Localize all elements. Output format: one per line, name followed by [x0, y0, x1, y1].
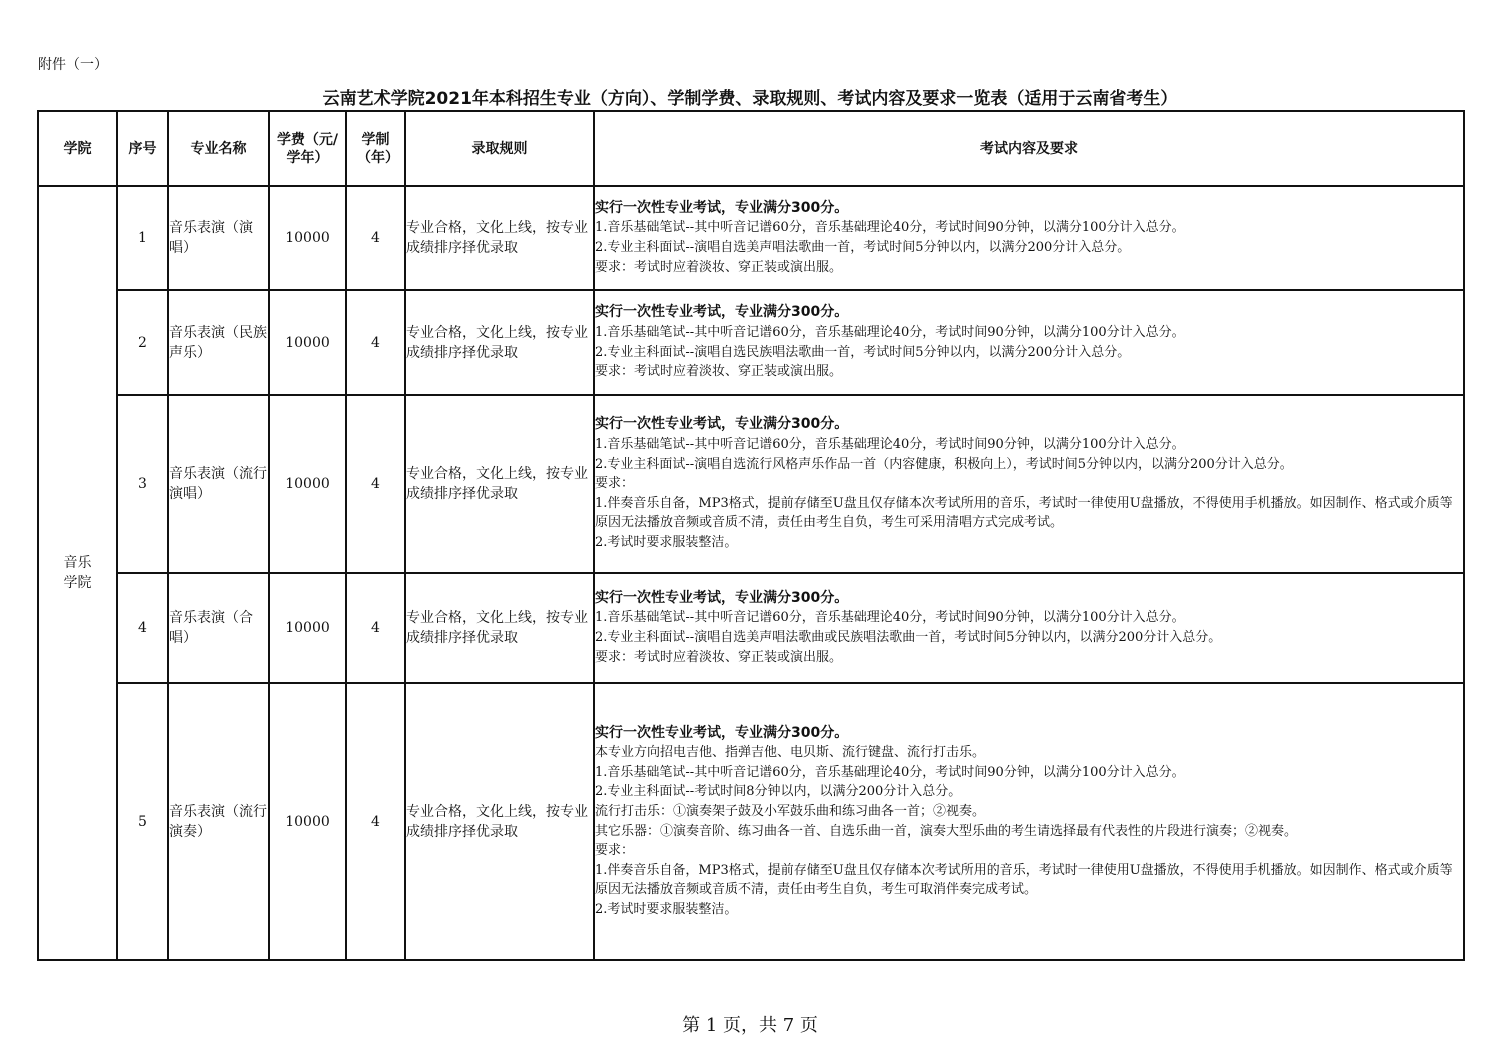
exam-line: 要求： [595, 843, 635, 859]
exam-line: 其它乐器：①演奏音阶、练习曲各一首、自选乐曲一首，演奏大型乐曲的考生请选择最有代表性的片段进行演奏；②视奏。 [595, 823, 1298, 839]
years-cell: 4 [346, 290, 405, 395]
header-years: 学制（年） [346, 111, 405, 186]
table-body [38, 186, 1464, 960]
exam-title: 实行一次性专业考试，专业满分300分。 [595, 304, 849, 321]
header-seq: 序号 [117, 111, 168, 186]
years-cell: 4 [346, 395, 405, 573]
college-name: 音乐学院 [63, 555, 92, 591]
exam-cell [594, 290, 1464, 395]
rule-cell: 专业合格，文化上线，按专业成绩排序择优录取 [405, 683, 594, 960]
major-cell: 音乐表演（民族声乐） [168, 290, 269, 395]
years-cell: 4 [346, 573, 405, 683]
seq-cell: 3 [117, 395, 168, 573]
seq-cell: 5 [117, 683, 168, 960]
header-major: 专业名称 [168, 111, 269, 186]
fee-cell: 10000 [269, 395, 346, 573]
exam-cell [594, 683, 1464, 960]
years-cell: 4 [346, 186, 405, 290]
rule-cell: 专业合格，文化上线，按专业成绩排序择优录取 [405, 573, 594, 683]
header-row [38, 111, 1464, 186]
exam-line: 2.专业主科面试--演唱自选美声唱法歌曲或民族唱法歌曲一首，考试时间5分钟以内，以满分200分计入总分。 [595, 630, 1222, 645]
seq-cell: 4 [117, 573, 168, 683]
exam-line: 1.伴奏音乐自备，MP3格式，提前存储至U盘且仅存储本次考试所用的音乐，考试时一律使用U盘播放，不得使用手机播放。如因制作、格式或介质等原因无法播放音频或音质不清，责任由考生自负，考生可采用清唱方式完成考试。 [595, 495, 1453, 531]
table-row [38, 395, 1464, 573]
exam-line: 2.考试时要求服装整洁。 [595, 901, 738, 917]
table-row [38, 573, 1464, 683]
header-fee: 学费（元/学年） [269, 111, 346, 186]
exam-line: 要求： [595, 476, 635, 492]
major-cell: 音乐表演（流行演奏） [168, 683, 269, 960]
seq-cell: 1 [117, 186, 168, 290]
exam-line: 1.音乐基础笔试--其中听音记谱60分，音乐基础理论40分，考试时间90分钟，以满分100分计入总分。 [595, 764, 1185, 780]
table-row [38, 186, 1464, 290]
fee-cell: 10000 [269, 290, 346, 395]
exam-line: 1.音乐基础笔试--其中听音记谱60分，音乐基础理论40分，考试时间90分钟，以满分100分计入总分。 [595, 220, 1185, 236]
major-cell: 音乐表演（合唱） [168, 573, 269, 683]
major-cell: 音乐表演（演唱） [168, 186, 269, 290]
exam-line: 流行打击乐：①演奏架子鼓及小军鼓乐曲和练习曲各一首；②视奏。 [595, 803, 986, 819]
fee-cell: 10000 [269, 186, 346, 290]
exam-title: 实行一次性专业考试，专业满分300分。 [595, 199, 849, 216]
rule-cell: 专业合格，文化上线，按专业成绩排序择优录取 [405, 186, 594, 290]
table-row [38, 290, 1464, 395]
fee-cell: 10000 [269, 683, 346, 960]
exam-line: 要求：考试时应着淡妆、穿正装或演出服。 [595, 259, 843, 275]
exam-line: 1.音乐基础笔试--其中听音记谱60分，音乐基础理论40分，考试时间90分钟，以满分100分计入总分。 [595, 437, 1185, 453]
header-college: 学院 [38, 111, 117, 186]
exam-line: 本专业方向招电吉他、指弹吉他、电贝斯、流行键盘、流行打击乐。 [595, 745, 986, 761]
exam-line: 2.专业主科面试--考试时间8分钟以内，以满分200分计入总分。 [595, 784, 962, 800]
exam-line: 1.伴奏音乐自备，MP3格式，提前存储至U盘且仅存储本次考试所用的音乐，考试时一律使用U盘播放，不得使用手机播放。如因制作、格式或介质等原因无法播放音频或音质不清，责任由考生自负，考生可取消伴奏完成考试。 [595, 862, 1453, 898]
exam-line: 要求：考试时应着淡妆、穿正装或演出服。 [595, 649, 843, 665]
rule-cell: 专业合格，文化上线，按专业成绩排序择优录取 [405, 290, 594, 395]
attachment-label: 附件（一） [38, 57, 108, 73]
exam-line: 2.专业主科面试--演唱自选美声唱法歌曲一首，考试时间5分钟以内，以满分200分计入总分。 [595, 240, 1131, 255]
years-cell: 4 [346, 683, 405, 960]
exam-cell [594, 395, 1464, 573]
seq-cell: 2 [117, 290, 168, 395]
exam-line: 2.专业主科面试--演唱自选民族唱法歌曲一首，考试时间5分钟以内，以满分200分计入总分。 [595, 344, 1131, 360]
page-footer: 第 1 页，共 7 页 [682, 1015, 818, 1036]
header-exam: 考试内容及要求 [594, 111, 1464, 186]
page-title: 云南艺术学院2021年本科招生专业（方向）、学制学费、录取规则、考试内容及要求一览表（适用于云南省考生） [322, 89, 1178, 109]
exam-title: 实行一次性专业考试，专业满分300分。 [595, 724, 849, 741]
admissions-table [37, 110, 1465, 961]
table-row [38, 683, 1464, 960]
exam-line: 1.音乐基础笔试--其中听音记谱60分，音乐基础理论40分，考试时间90分钟，以满分100分计入总分。 [595, 324, 1185, 340]
exam-line: 要求：考试时应着淡妆、穿正装或演出服。 [595, 364, 843, 380]
exam-title: 实行一次性专业考试，专业满分300分。 [595, 416, 849, 433]
rule-cell: 专业合格，文化上线，按专业成绩排序择优录取 [405, 395, 594, 573]
exam-cell [594, 573, 1464, 683]
college-cell [38, 186, 117, 960]
fee-cell: 10000 [269, 573, 346, 683]
header-rule: 录取规则 [405, 111, 594, 186]
major-cell: 音乐表演（流行演唱） [168, 395, 269, 573]
exam-line: 2.考试时要求服装整洁。 [595, 534, 738, 550]
exam-cell [594, 186, 1464, 290]
exam-title: 实行一次性专业考试，专业满分300分。 [595, 589, 849, 606]
exam-line: 1.音乐基础笔试--其中听音记谱60分，音乐基础理论40分，考试时间90分钟，以满分100分计入总分。 [595, 610, 1185, 626]
exam-line: 2.专业主科面试--演唱自选流行风格声乐作品一首（内容健康，积极向上），考试时间5分钟以内，以满分200分计入总分。 [595, 456, 1293, 472]
